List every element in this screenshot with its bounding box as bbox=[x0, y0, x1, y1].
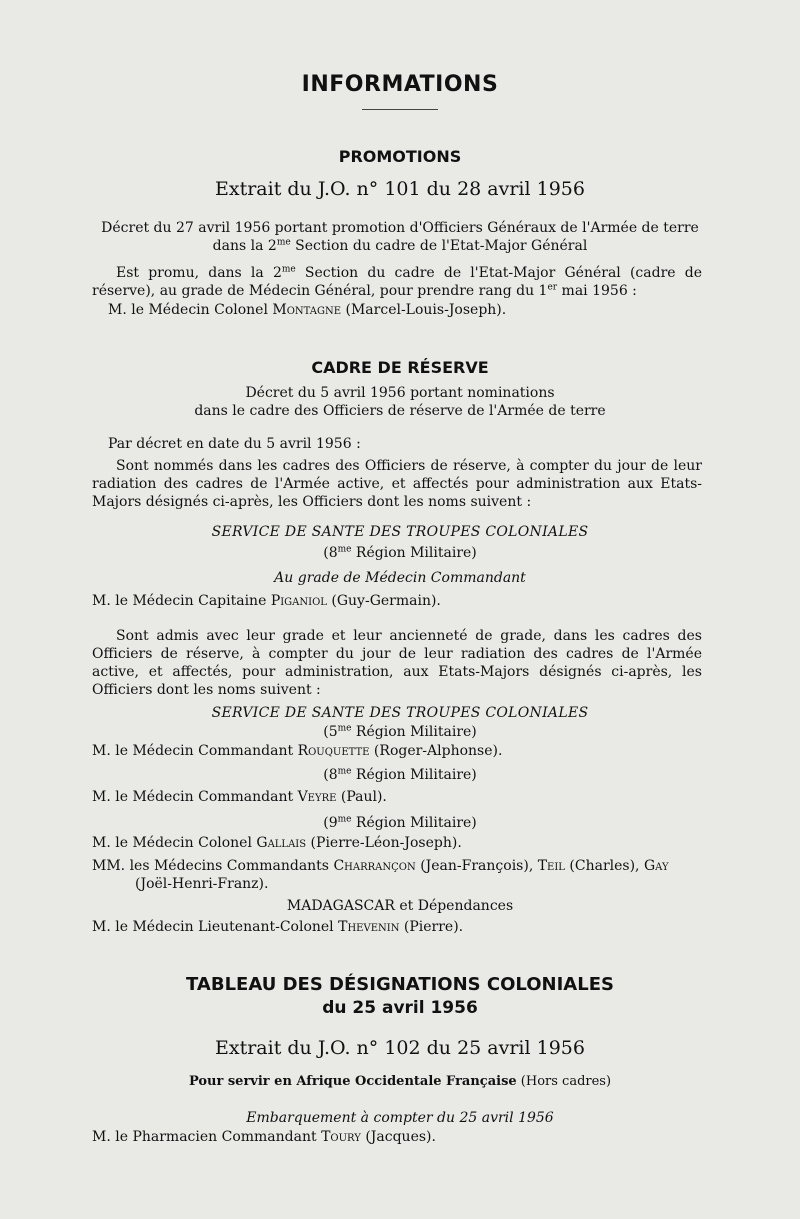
madagascar-heading: MADAGASCAR et Dépendances bbox=[286, 898, 514, 914]
tableau-extrait: Extrait du J.O. n° 102 du 25 avril 1956 bbox=[215, 1037, 585, 1059]
cadre-paragraph-1: Sont nommés dans les cadres des Officiers de réserve, à compter du jour de leur radiation des cadres de l'Armée active, et affectés pour administration aux Etats-Majors désignés ci-après, les Officiers dont les noms suivent : bbox=[92, 458, 702, 510]
officer-piganiol: M. le Médecin Capitaine Piganiol (Guy-Germain). bbox=[92, 593, 441, 609]
par-decret: Par décret en date du 5 avril 1956 : bbox=[108, 436, 361, 452]
cadre-heading: CADRE DE RÉSERVE bbox=[311, 358, 489, 377]
cadre-decret-line1: Décret du 5 avril 1956 portant nominations bbox=[245, 385, 555, 401]
promotions-decret-line1: Décret du 27 avril 1956 portant promotion d'Officiers Généraux de l'Armée de terre bbox=[101, 220, 699, 236]
cadre-decret-line2: dans le cadre des Officiers de réserve de l'Armée de terre bbox=[194, 403, 606, 419]
servir-line: Pour servir en Afrique Occidentale Française (Hors cadres) bbox=[188, 1074, 612, 1089]
tableau-heading: TABLEAU DES DÉSIGNATIONS COLONIALES bbox=[186, 974, 614, 995]
cadre-paragraph-2: Sont admis avec leur grade et leur ancienneté de grade, dans les cadres des Officiers de réserve, à compter du jour de leur radiation des cadres de l'Armée active, et affectés, pour administration, aux Etats-Majors désignés ci-après, les Officiers dont les noms suivent : bbox=[92, 628, 702, 698]
officer-rouquette: M. le Médecin Commandant Rouquette (Roger-Alphonse). bbox=[92, 743, 503, 759]
region-8-a: ($8^{me}$ Région Militaire) bbox=[323, 544, 477, 561]
title-divider bbox=[362, 109, 438, 110]
promotions-heading: PROMOTIONS bbox=[338, 147, 462, 166]
page-title: INFORMATIONS bbox=[301, 72, 499, 97]
promotions-paragraph: Est promu, dans la $2^{me}$ Section du cadre de l'Etat-Major Général (cadre de réserve), au grade de Médecin Général, pour prendre rang du 1er mai 1956 : bbox=[92, 264, 702, 299]
officer-gallais: M. le Médecin Colonel Gallais (Pierre-Léon-Joseph). bbox=[92, 835, 462, 851]
tableau-date: du 25 avril 1956 bbox=[322, 998, 478, 1018]
region-9: ($9^{me}$ Région Militaire) bbox=[323, 814, 477, 831]
region-5: ($5^{me}$ Région Militaire) bbox=[323, 723, 477, 740]
officer-thevenin: M. le Médecin Lieutenant-Colonel Thevenin (Pierre). bbox=[92, 919, 464, 935]
embarquement-line: Embarquement à compter du 25 avril 1956 bbox=[246, 1110, 554, 1126]
grade-heading: Au grade de Médecin Commandant bbox=[274, 570, 526, 586]
region-8-b: ($8^{me}$ Région Militaire) bbox=[323, 766, 477, 783]
service-heading-2: SERVICE DE SANTE DES TROUPES COLONIALES bbox=[211, 705, 589, 721]
officer-toury: M. le Pharmacien Commandant Toury (Jacques). bbox=[92, 1129, 436, 1145]
officers-multiple: MM. les Médecins Commandants Charrançon (Jean-François), Teil (Charles), Gay bbox=[92, 858, 669, 874]
officer-veyre: M. le Médecin Commandant Veyre (Paul). bbox=[92, 789, 387, 805]
officers-multiple-cont: (Joël-Henri-Franz). bbox=[135, 876, 269, 892]
service-heading-1: SERVICE DE SANTE DES TROUPES COLONIALES bbox=[211, 524, 589, 540]
promoted-officer: M. le Médecin Colonel Montagne (Marcel-Louis-Joseph). bbox=[108, 302, 507, 318]
promotions-extrait: Extrait du J.O. n° 101 du 28 avril 1956 bbox=[215, 178, 585, 200]
promotions-decret-line2: dans la $2^{me}$ Section du cadre de l'Etat-Major Général bbox=[212, 237, 588, 254]
